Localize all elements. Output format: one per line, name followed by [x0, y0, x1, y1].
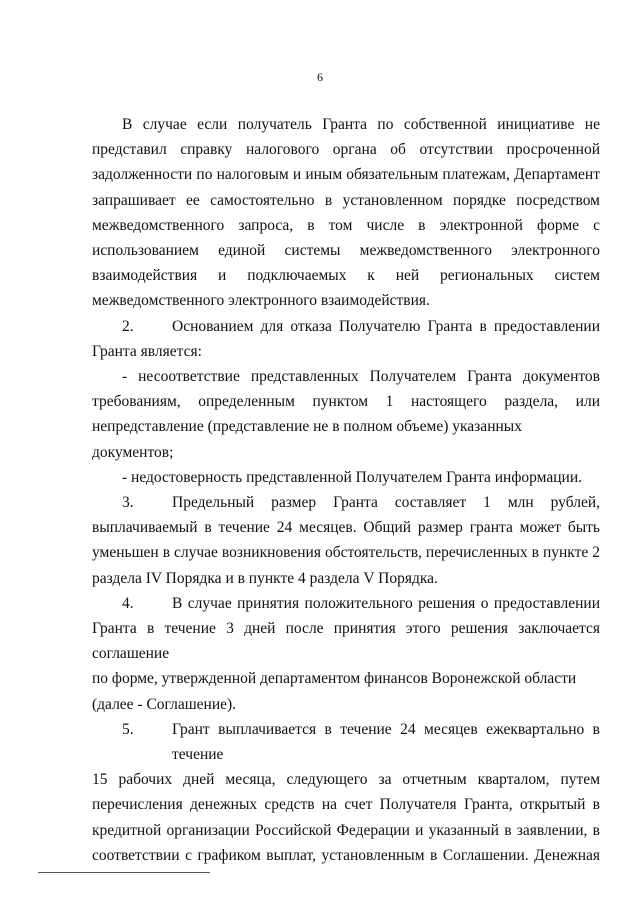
paragraph-number: 2. — [122, 317, 134, 335]
numbered-paragraph-first-line — [92, 591, 600, 616]
paragraph-number: 3. — [122, 494, 134, 512]
list-item-line: - несоответствие представленных Получателем Гранта документов — [122, 368, 600, 386]
numbered-paragraph-first-line — [92, 717, 600, 767]
paragraph-number: 5. — [122, 720, 134, 738]
text-line: Гранта в течение 3 дней после принятия этого решения заключается соглашение — [92, 620, 600, 663]
paragraph-number: 4. — [122, 594, 134, 612]
page-number: 6 — [317, 70, 323, 84]
text-line: задолженности по налоговым и иным обязательным платежам, Департамент — [92, 166, 600, 184]
text-line: представил справку налогового органа об отсутствии просроченной — [92, 141, 600, 159]
text-line: соответствии с графиком выплат, установленным в Соглашении. Денежная — [92, 846, 600, 864]
text-line: уменьшен в случае возникновения обстоятельств, перечисленных в пункте 2 — [92, 544, 600, 562]
text-line: межведомственного электронного взаимодействия. — [92, 292, 430, 310]
footnote-divider — [38, 872, 210, 873]
text-line: 15 рабочих дней месяца, следующего за отчетным кварталом, путем — [92, 771, 600, 789]
text-line: В случае если получатель Гранта по собственной инициативе не — [122, 116, 600, 133]
text-line: (далее - Соглашение). — [92, 695, 237, 713]
text-line: Предельный размер Гранта составляет 1 млн рублей, — [172, 494, 600, 512]
text-line: Грант выплачивается в течение 24 месяцев ежеквартально в течение — [172, 720, 600, 764]
text-line: требованиям, определенным пунктом 1 настоящего раздела, или — [92, 393, 600, 411]
text-line: использованием единой системы межведомственного электронного — [92, 242, 600, 260]
numbered-paragraph-first-line — [92, 314, 600, 339]
document-body — [92, 112, 600, 868]
text-line: взаимодействия и подключаемых к ней региональных систем — [92, 267, 600, 285]
list-item-line: - недостоверность представленной Получателем Гранта информации. — [122, 468, 582, 486]
text-line: Гранта является: — [92, 342, 202, 360]
text-line: выплачиваемый в течение 24 месяцев. Общий размер гранта может быть — [92, 519, 600, 537]
text-line: запрашивает ее самостоятельно в установленном порядке посредством — [92, 191, 600, 209]
text-line: Основанием для отказа Получателю Гранта в предоставлении — [172, 317, 600, 335]
text-line: раздела IV Порядка и в пункте 4 раздела V Порядка. — [92, 569, 438, 587]
text-line: кредитной организации Российской Федерации и указанный в заявлении, в — [92, 821, 600, 839]
text-line: непредставление (представление не в полном объеме) указанных документов; — [92, 418, 522, 461]
text-line: по форме, утвержденной департаментом финансов Воронежской области — [92, 670, 577, 688]
text-line: В случае принятия положительного решения о предоставлении — [172, 594, 600, 612]
numbered-paragraph-first-line — [92, 490, 600, 515]
text-line: межведомственного запроса, в том числе в электронной форме с — [92, 216, 600, 234]
text-line: перечисления денежных средств на счет Получателя Гранта, открытый в — [92, 796, 600, 814]
